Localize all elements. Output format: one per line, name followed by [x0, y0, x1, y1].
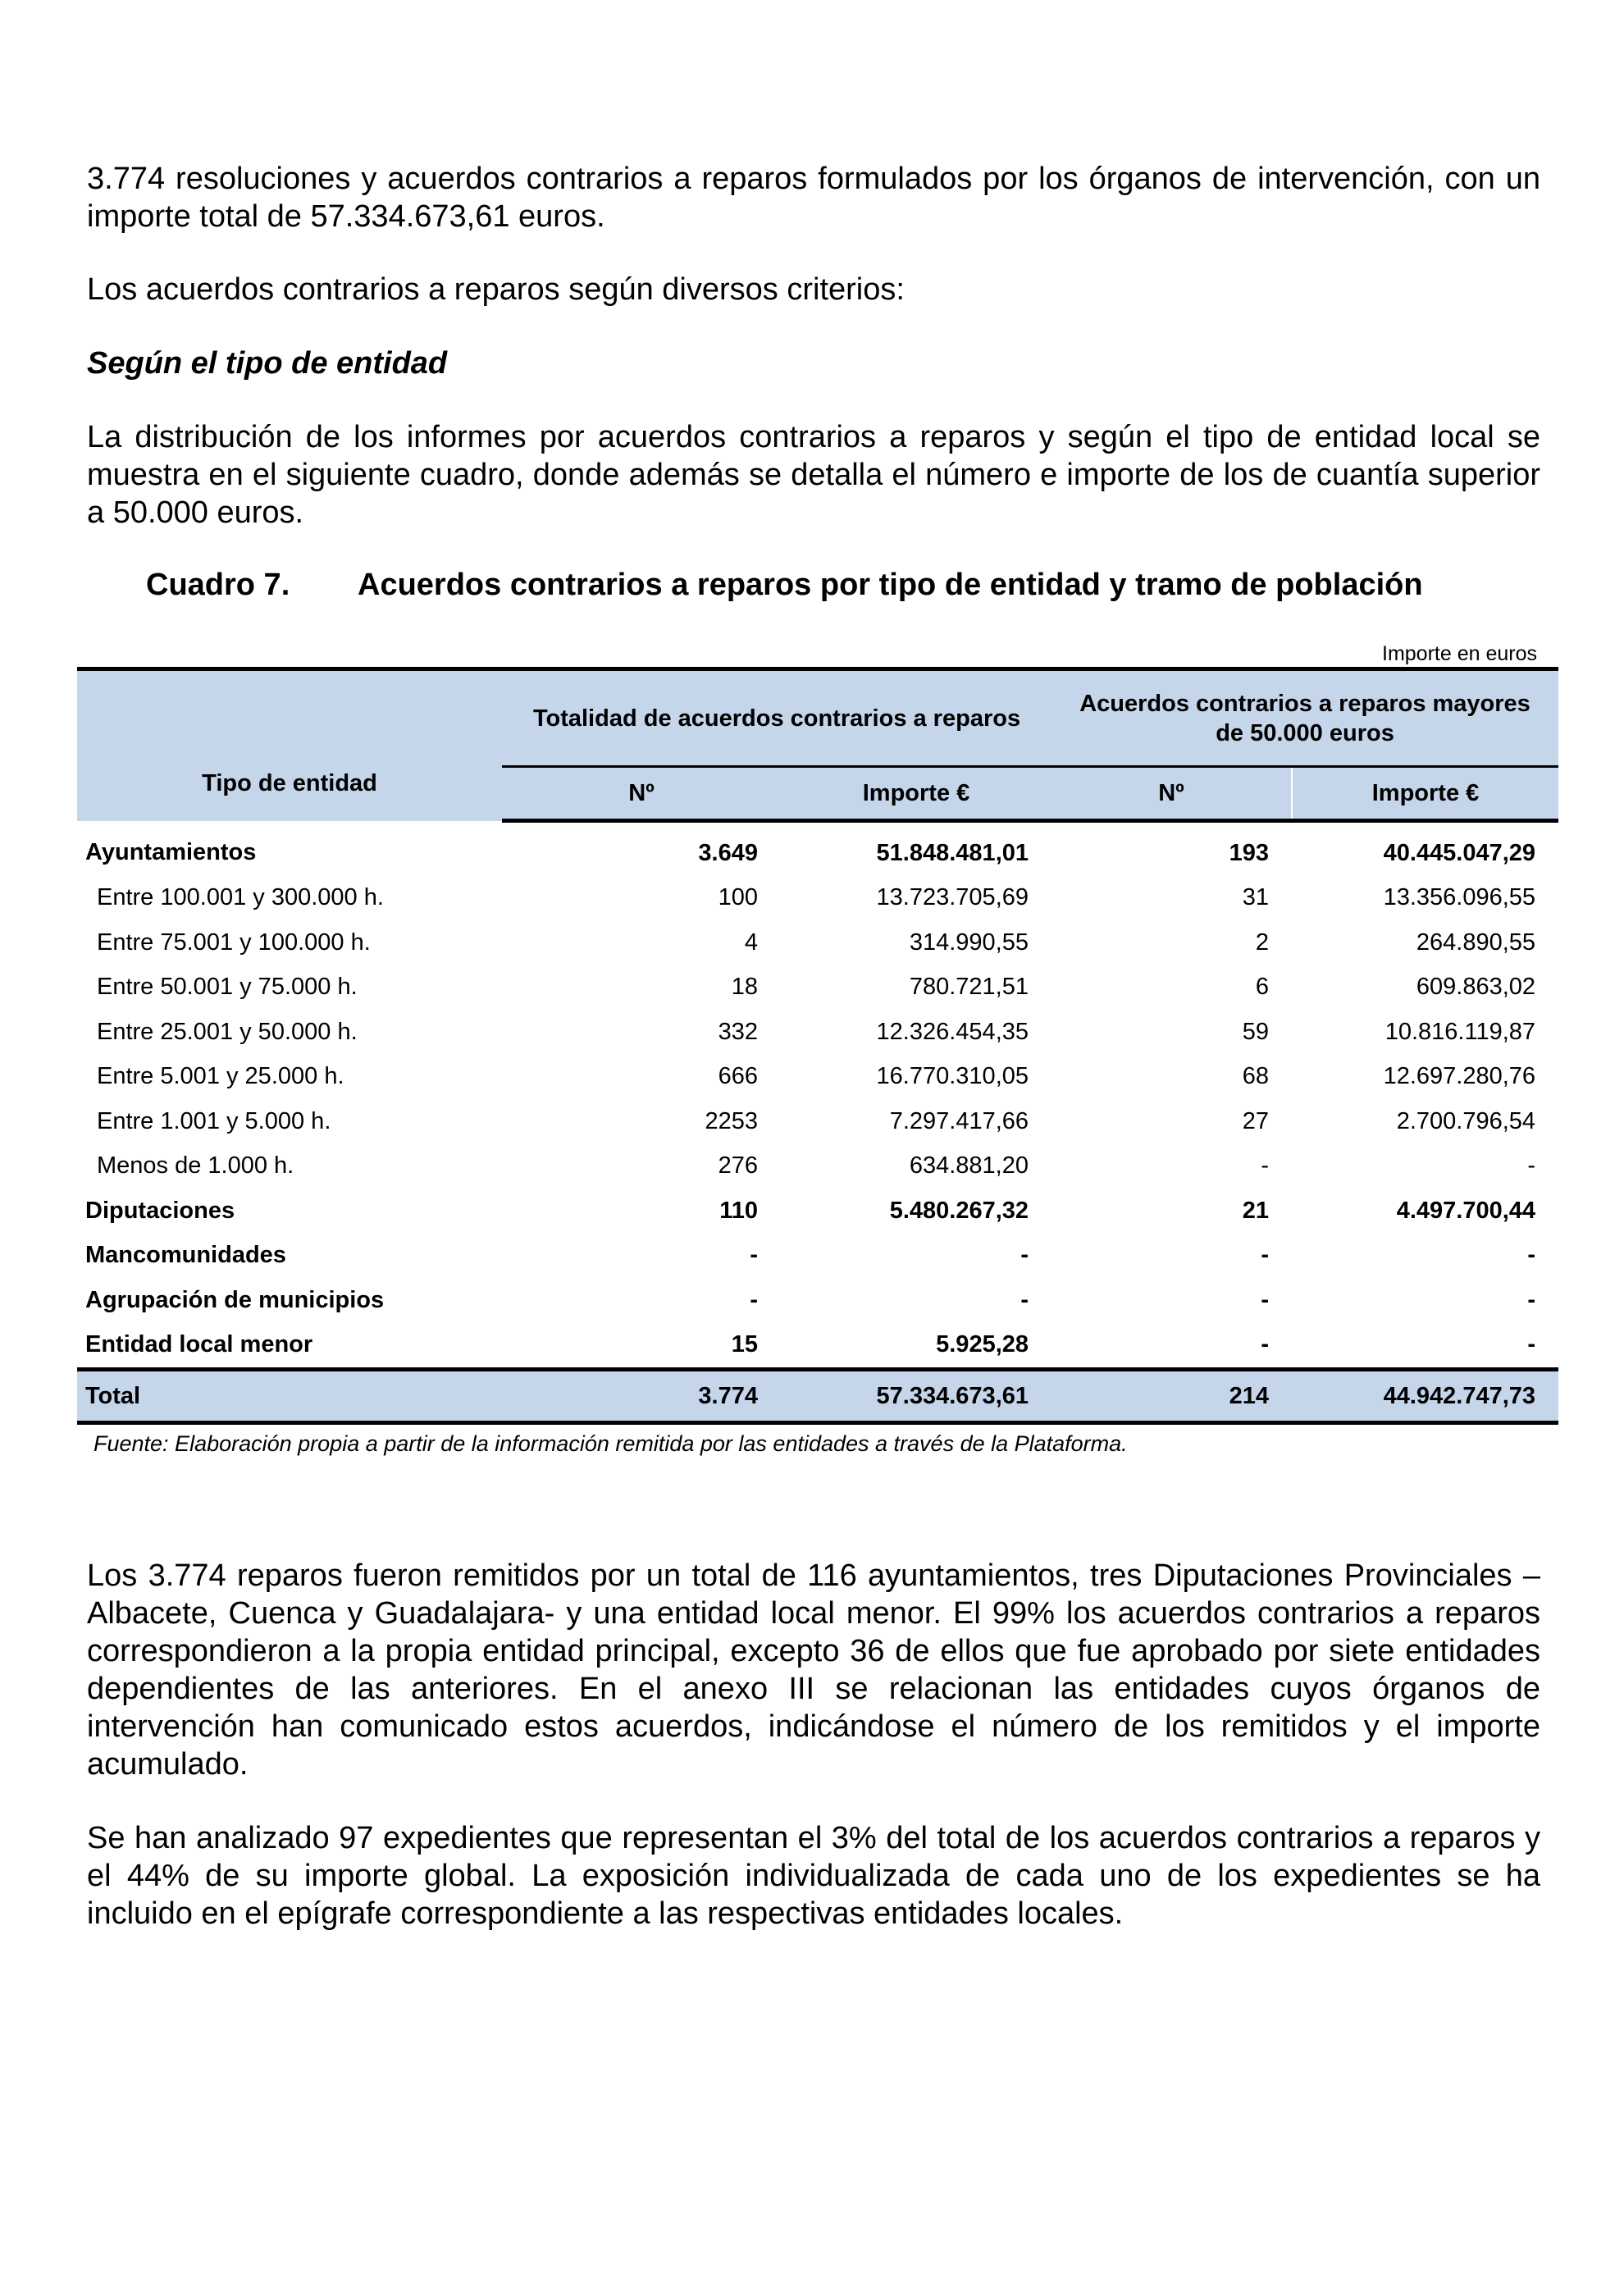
total-importe-mayores: 44.942.747,73: [1292, 1370, 1558, 1423]
row-num-mayores: 31: [1242, 884, 1270, 911]
row-num-mayores: 68: [1242, 1063, 1270, 1090]
row-num-total: 15: [731, 1331, 758, 1358]
table-row: [77, 1323, 1558, 1370]
row-importe-mayores: 40.445.047,29: [1383, 839, 1536, 866]
row-num-mayores: -: [1261, 1286, 1270, 1313]
row-importe-total: 12.326.454,35: [876, 1018, 1029, 1045]
total-num-total: 3.774: [502, 1370, 781, 1423]
table-row: [77, 1189, 1558, 1234]
intro-paragraph-2: Los acuerdos contrarios a reparos según diversos criterios:: [87, 272, 905, 307]
header-importe-2: Importe €: [1292, 767, 1558, 821]
row-importe-total: 13.723.705,69: [876, 884, 1029, 911]
table-units-note: Importe en euros: [1382, 642, 1537, 665]
row-num-total: -: [750, 1242, 758, 1269]
row-num-mayores: 6: [1255, 974, 1270, 1001]
table-caption: [146, 566, 1423, 604]
row-importe-mayores: 264.890,55: [1416, 929, 1536, 956]
intro-paragraph-3: La distribución de los informes por acuerdos contrarios a reparos y según el tipo de entidad local se muestra en el siguiente cuadro, donde además se detalla el número e importe de los de cuantía superior a 50.000 euros.: [87, 420, 1540, 530]
row-importe-total: 16.770.310,05: [876, 1063, 1029, 1090]
row-num-total: 332: [718, 1018, 758, 1045]
row-importe-mayores: -: [1527, 1242, 1536, 1269]
row-importe-mayores: -: [1527, 1152, 1536, 1180]
row-name: Diputaciones: [85, 1197, 235, 1224]
header-num-2: Nº: [1051, 767, 1292, 821]
row-importe-total: 634.881,20: [909, 1152, 1029, 1180]
row-num-mayores: 21: [1242, 1197, 1270, 1224]
row-num-total: 3.649: [698, 839, 758, 866]
row-importe-mayores: 10.816.119,87: [1385, 1018, 1536, 1045]
row-importe-total: 314.990,55: [909, 929, 1029, 956]
total-label: Total: [77, 1370, 502, 1423]
header-mayores-50000: Acuerdos contrarios a reparos mayores de 50.000 euros: [1051, 669, 1558, 767]
table-header-row: [77, 669, 1558, 767]
row-num-mayores: -: [1261, 1242, 1270, 1269]
row-importe-total: -: [1020, 1242, 1029, 1269]
row-num-total: 666: [718, 1063, 758, 1090]
header-num-1: Nº: [502, 767, 781, 821]
row-num-mayores: 193: [1229, 839, 1270, 866]
outro-paragraph-2: Se han analizado 97 expedientes que representan el 3% del total de los acuerdos contrarios a reparos y el 44% de su importe global. La exposición individualizada de cada uno de los expedientes se ha incluido en el epígrafe correspondiente a las respectivas entidades locales.: [87, 1821, 1540, 1931]
table-row: [77, 821, 1558, 876]
table-row: [77, 1234, 1558, 1279]
row-num-mayores: 27: [1242, 1107, 1270, 1134]
row-num-total: 100: [718, 884, 758, 911]
table-row: [77, 965, 1558, 1011]
table-row: [77, 1144, 1558, 1189]
table-row: [77, 920, 1558, 965]
row-num-total: -: [750, 1286, 758, 1313]
row-importe-mayores: 12.697.280,76: [1383, 1063, 1536, 1090]
row-num-total: 4: [744, 929, 758, 956]
row-name: Entre 100.001 y 300.000 h.: [97, 884, 384, 911]
row-num-mayores: -: [1261, 1152, 1270, 1180]
row-name: Agrupación de municipios: [85, 1286, 385, 1313]
header-tipo-entidad: Tipo de entidad: [77, 669, 502, 821]
table-row: [77, 876, 1558, 921]
intro-paragraph-1: 3.774 resoluciones y acuerdos contrarios a reparos formulados por los órganos de intervención, con un importe total de 57.334.673,61 euros.: [87, 162, 1540, 234]
row-importe-total: 51.848.481,01: [876, 839, 1029, 866]
data-table: [77, 667, 1558, 1425]
table-row: [77, 1010, 1558, 1055]
row-importe-total: 7.297.417,66: [889, 1107, 1029, 1134]
row-name: Mancomunidades: [85, 1242, 286, 1269]
row-importe-mayores: 13.356.096,55: [1383, 884, 1536, 911]
row-num-mayores: 2: [1255, 929, 1270, 956]
outro-paragraph-1: Los 3.774 reparos fueron remitidos por un total de 116 ayuntamientos, tres Diputaciones Provinciales –Albacete, Cuenca y Guadalajara- y una entidad local menor. El 99% los acuerdos contrarios a reparos correspondieron a la propia entidad principal, excepto 36 de ellos que fue aprobado por siete entidades dependientes de las anteriores. En el anexo III se relacionan las entidades cuyos órganos de intervención han comunicado estos acuerdos, indicándose el número de los remitidos y el importe acumulado.: [87, 1558, 1540, 1782]
row-importe-mayores: -: [1527, 1286, 1536, 1313]
row-importe-mayores: -: [1527, 1331, 1536, 1358]
row-name: Entre 75.001 y 100.000 h.: [97, 929, 371, 956]
table-caption-title: Acuerdos contrarios a reparos por tipo de entidad y tramo de población: [358, 568, 1423, 602]
row-num-total: 2253: [705, 1107, 758, 1134]
table-row: [77, 1278, 1558, 1323]
row-importe-mayores: 2.700.796,54: [1396, 1107, 1536, 1134]
row-num-mayores: 59: [1242, 1018, 1270, 1045]
row-name: Menos de 1.000 h.: [97, 1152, 294, 1180]
table-caption-number: Cuadro 7.: [146, 568, 290, 602]
section-heading: Según el tipo de entidad: [87, 346, 448, 381]
total-importe-total: 57.334.673,61: [781, 1370, 1051, 1423]
total-num-mayores: 214: [1051, 1370, 1292, 1423]
row-num-total: 110: [719, 1197, 758, 1224]
row-importe-mayores: 4.497.700,44: [1396, 1197, 1536, 1224]
row-num-total: 18: [731, 974, 758, 1001]
row-name: Entidad local menor: [85, 1331, 313, 1358]
row-name: Entre 50.001 y 75.000 h.: [97, 974, 358, 1001]
header-importe-1: Importe €: [781, 767, 1051, 821]
row-num-mayores: -: [1261, 1331, 1270, 1358]
row-importe-total: 5.925,28: [936, 1331, 1029, 1358]
table-total-row: [77, 1370, 1558, 1423]
row-importe-total: -: [1020, 1286, 1029, 1313]
row-importe-mayores: 609.863,02: [1416, 974, 1536, 1001]
table-source-note: Fuente: Elaboración propia a partir de la información remitida por las entidades a través de la Plataforma.: [94, 1431, 1128, 1456]
row-num-total: 276: [718, 1152, 758, 1180]
header-totalidad: Totalidad de acuerdos contrarios a reparos: [502, 669, 1051, 767]
row-name: Entre 25.001 y 50.000 h.: [97, 1018, 358, 1045]
table-row: [77, 1055, 1558, 1100]
table-row: [77, 1099, 1558, 1144]
row-name: Entre 5.001 y 25.000 h.: [97, 1063, 344, 1090]
row-name: Entre 1.001 y 5.000 h.: [97, 1107, 331, 1134]
row-name: Ayuntamientos: [85, 838, 257, 865]
row-importe-total: 5.480.267,32: [889, 1197, 1029, 1224]
row-importe-total: 780.721,51: [909, 974, 1029, 1001]
